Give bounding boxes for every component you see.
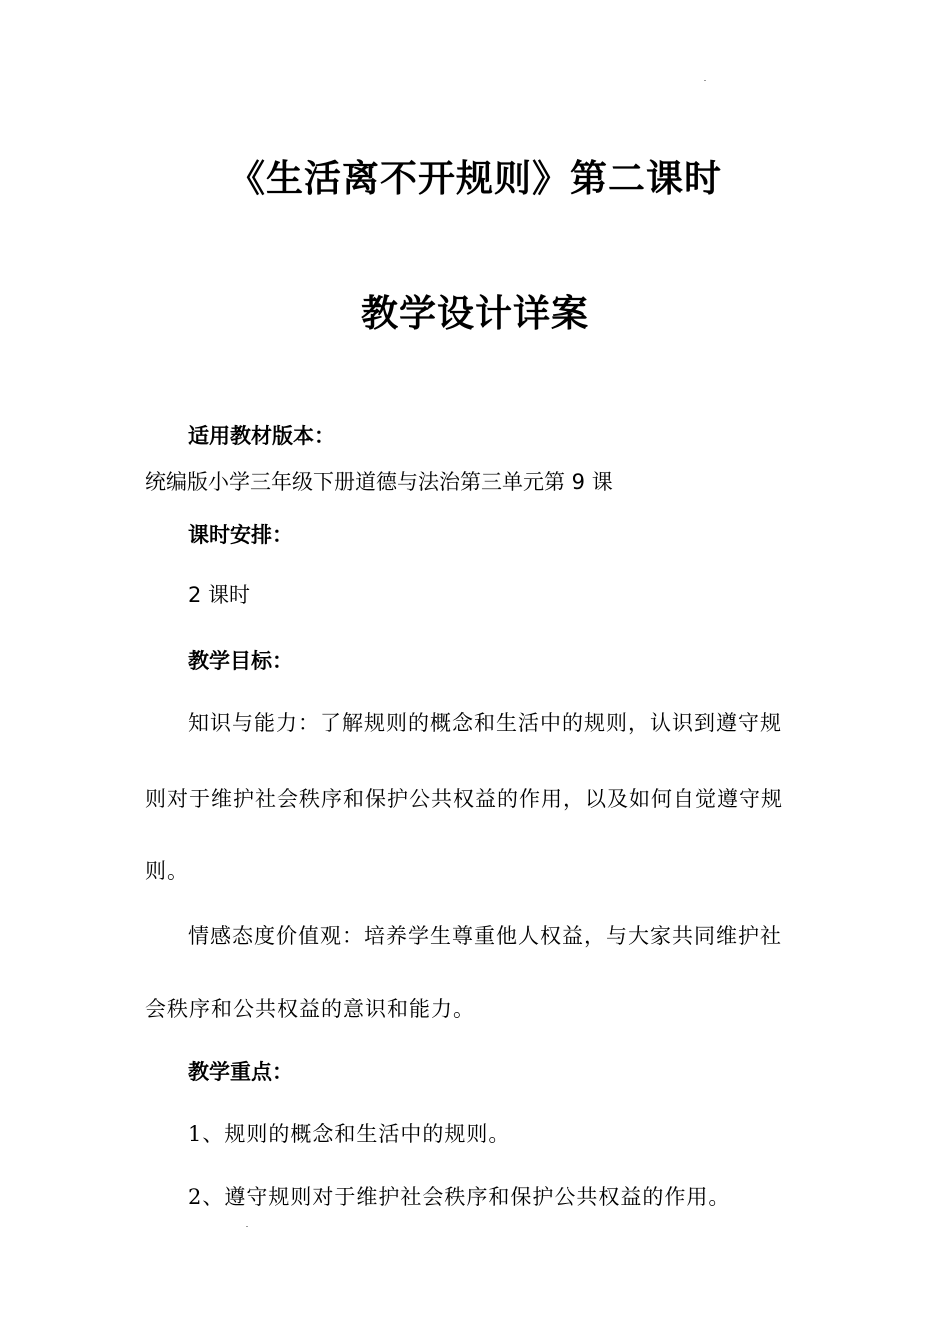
focus-item: 2、遵守规则对于维护社会秩序和保护公共权益的作用。 xyxy=(188,1185,731,1209)
document-title: 《生活离不开规则》第二课时 xyxy=(228,157,722,200)
goal-knowledge-line: 则对于维护社会秩序和保护公共权益的作用，以及如何自觉遵守规 xyxy=(145,787,783,811)
edition-heading: 适用教材版本： xyxy=(188,424,335,448)
focus-heading: 教学重点： xyxy=(188,1060,293,1084)
scan-speck xyxy=(246,1226,248,1227)
document-subtitle: 教学设计详案 xyxy=(361,292,589,335)
edition-value: 统编版小学三年级下册道德与法治第三单元第 9 课 xyxy=(145,470,613,494)
goal-knowledge-line: 则。 xyxy=(145,859,189,883)
goals-heading: 教学目标： xyxy=(188,649,293,673)
goal-attitude-line: 会秩序和公共权益的意识和能力。 xyxy=(145,997,475,1021)
focus-item: 1、规则的概念和生活中的规则。 xyxy=(188,1122,511,1146)
goal-attitude-line: 情感态度价值观：培养学生尊重他人权益，与大家共同维护社 xyxy=(188,924,782,948)
schedule-value: 2 课时 xyxy=(188,583,251,607)
schedule-heading: 课时安排： xyxy=(188,523,293,547)
goal-knowledge-line: 知识与能力：了解规则的概念和生活中的规则，认识到遵守规 xyxy=(188,711,782,735)
scan-speck xyxy=(704,80,706,81)
